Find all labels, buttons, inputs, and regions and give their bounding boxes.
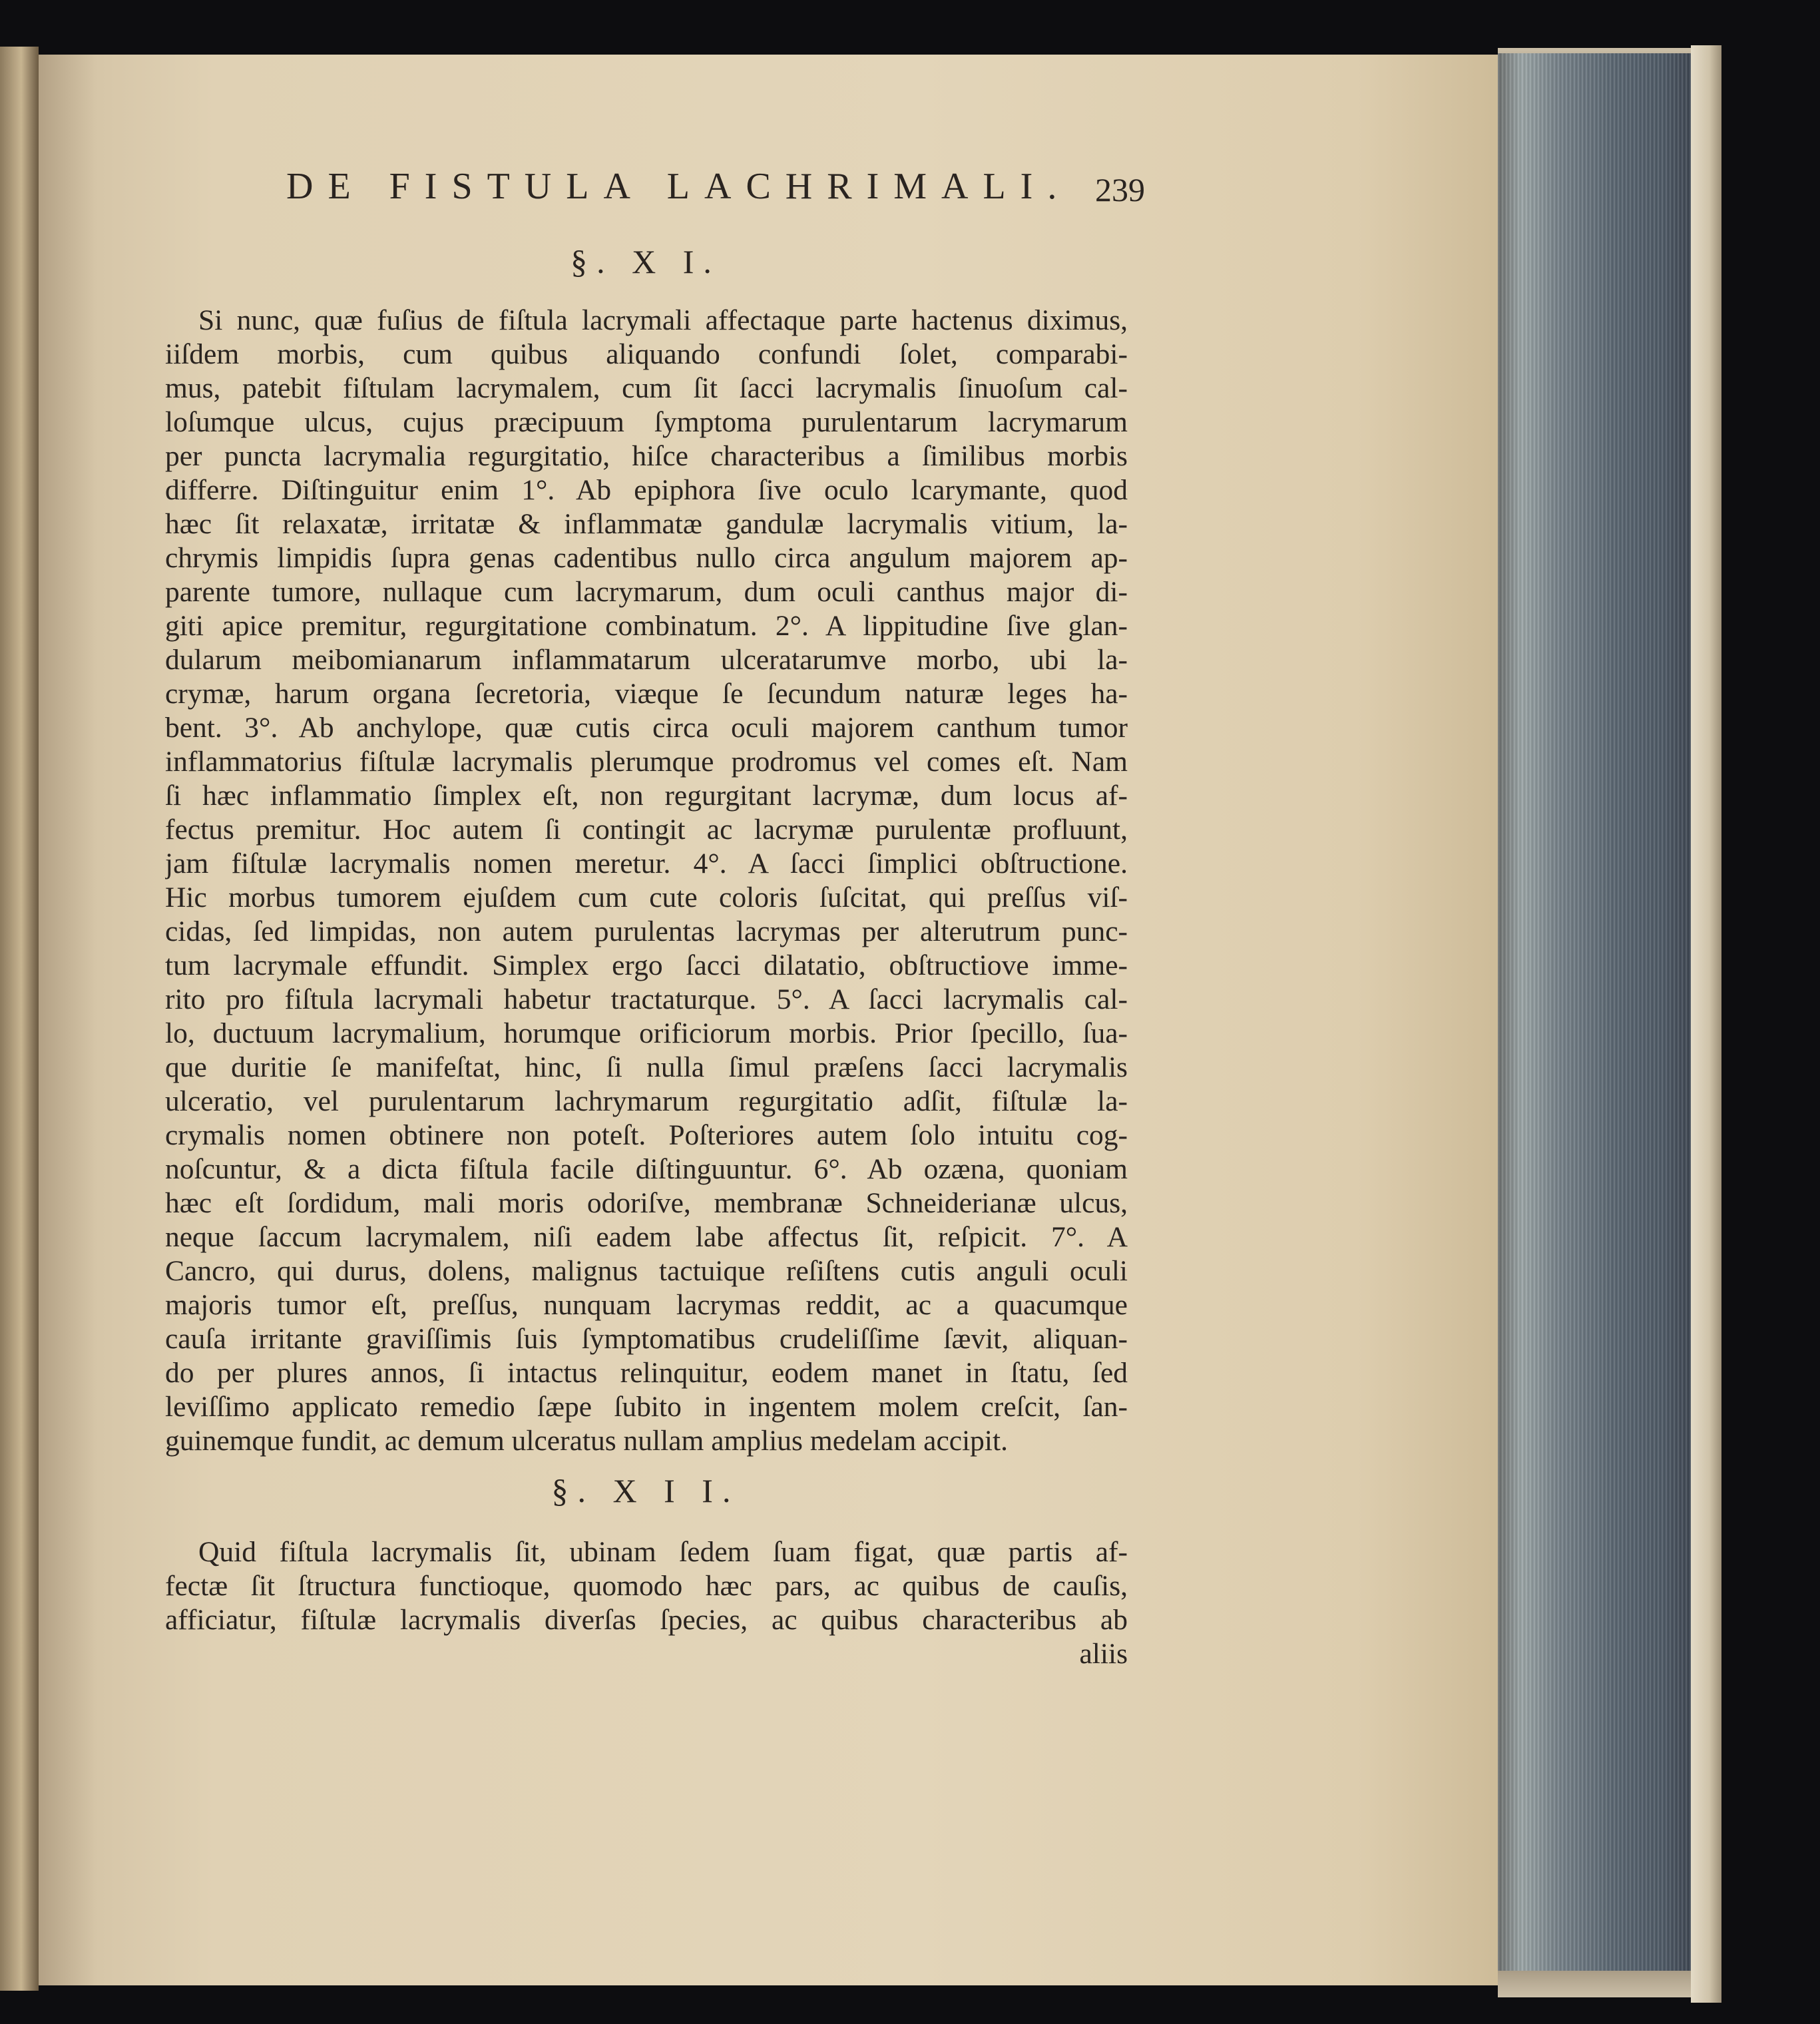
page-edges — [1498, 53, 1692, 1987]
text-line: ſi hæc inflammatio ſimplex eſt, non regurgitant lacrymæ, dum locus af- — [165, 780, 1128, 812]
text-line: chrymis limpidis ſupra genas cadentibus nullo circa angulum majorem ap- — [165, 542, 1128, 574]
text-line: que duritie ſe manifeſtat, hinc, ſi nulla ſimul præſens ſacci lacrymalis — [165, 1051, 1128, 1083]
catchword: aliis — [1079, 1638, 1128, 1670]
section-heading-xii: §. X I I. — [551, 1472, 740, 1509]
text-line: loſumque ulcus, cujus præcipuum ſymptoma purulentarum lacrymarum — [165, 406, 1128, 438]
text-line: per puncta lacrymalia regurgitatio, hiſce characteribus a ſimilibus morbis — [165, 440, 1128, 472]
section-xii-body — [165, 1535, 1128, 1671]
text-line: differre. Diſtinguitur enim 1°. Ab epiphora ſive oculo lcarymante, quod — [165, 474, 1128, 506]
text-line: inflammatorius fiſtulæ lacrymalis plerumque prodromus vel comes eſt. Nam — [165, 746, 1128, 778]
text-line: Quid fiſtula lacrymalis ſit, ubinam ſedem ſuam figat, quæ partis af- — [198, 1536, 1128, 1568]
text-line: guinemque fundit, ac demum ulceratus nullam amplius medelam accipit. — [165, 1425, 1008, 1457]
text-line: jam fiſtulæ lacrymalis nomen meretur. 4°. A ſacci ſimplici obſtructione. — [165, 848, 1128, 880]
book-cover — [1691, 45, 1721, 2003]
text-line: Si nunc, quæ fuſius de fiſtula lacrymali affectaque parte hactenus diximus, — [198, 304, 1128, 336]
text-line: cidas, ſed limpidas, non autem purulentas lacrymas per alterutrum punc- — [165, 915, 1128, 947]
text-line: hæc eſt ſordidum, mali moris odoriſve, membranæ Schneiderianæ ulcus, — [165, 1187, 1128, 1219]
text-line: mus, patebit fiſtulam lacrymalem, cum ſit ſacci lacrymalis ſinuoſum cal- — [165, 372, 1128, 404]
text-line: lo, ductuum lacrymalium, horumque orificiorum morbis. Prior ſpecillo, ſua- — [165, 1017, 1128, 1049]
text-line: ulceratio, vel purulentarum lachrymarum regurgitatio adſit, fiſtulæ la- — [165, 1085, 1128, 1117]
text-line: hæc ſit relaxatæ, irritatæ & inflammatæ gandulæ lacrymalis vitium, la- — [165, 508, 1128, 540]
text-line: giti apice premitur, regurgitatione combinatum. 2°. A lippitudine ſive glan- — [165, 610, 1128, 642]
text-line: Cancro, qui durus, dolens, malignus tactuique reſiſtens cutis anguli oculi — [165, 1255, 1128, 1287]
page-number: 239 — [1095, 171, 1145, 208]
text-line: neque ſaccum lacrymalem, niſi eadem labe affectus ſit, reſpicit. 7°. A — [165, 1221, 1128, 1253]
text-line: parente tumore, nullaque cum lacrymarum, dum oculi canthus major di- — [165, 576, 1128, 608]
previous-page-edge — [0, 47, 39, 1991]
text-line: leviſſimo applicato remedio ſæpe ſubito in ingentem molem creſcit, ſan- — [165, 1391, 1128, 1423]
text-line: noſcuntur, & a dicta fiſtula facile diſtinguuntur. 6°. Ab ozæna, quoniam — [165, 1153, 1128, 1185]
text-line: Hic morbus tumorem ejuſdem cum cute coloris ſuſcitat, qui preſſus viſ- — [165, 882, 1128, 913]
section-xi-body — [165, 304, 1128, 1458]
text-line: do per plures annos, ſi intactus relinquitur, eodem manet in ſtatu, ſed — [165, 1357, 1128, 1389]
text-line: dularum meibomianarum inflammatarum ulceratarumve morbo, ubi la- — [165, 644, 1128, 676]
text-line: crymæ, harum organa ſecretoria, viæque ſe ſecundum naturæ leges ha- — [165, 678, 1128, 710]
text-line: crymalis nomen obtinere non poteſt. Poſteriores autem ſolo intuitu cog- — [165, 1119, 1128, 1151]
text-line: bent. 3°. Ab anchylope, quæ cutis circa oculi majorem canthum tumor — [165, 712, 1128, 744]
running-title: DE FISTULA LACHRIMALI. — [286, 166, 1072, 207]
text-line: majoris tumor eſt, preſſus, nunquam lacrymas reddit, ac a quacumque — [165, 1289, 1128, 1321]
text-line: rito pro fiſtula lacrymali habetur tractaturque. 5°. A ſacci lacrymalis cal- — [165, 983, 1128, 1015]
section-heading-xi: §. X I. — [570, 243, 721, 280]
text-line: tum lacrymale effundit. Simplex ergo ſacci dilatatio, obſtructiove imme- — [165, 949, 1128, 981]
text-line: fectæ ſit ſtructura functioque, quomodo hæc pars, ac quibus de cauſis, — [165, 1570, 1128, 1602]
text-line: fectus premitur. Hoc autem ſi contingit ac lacrymæ purulentæ profluunt, — [165, 814, 1128, 846]
text-line: iiſdem morbis, cum quibus aliquando confundi ſolet, comparabi- — [165, 338, 1128, 370]
text-line: afficiatur, fiſtulæ lacrymalis diverſas ſpecies, ac quibus characteribus ab — [165, 1604, 1128, 1636]
text-line: cauſa irritante graviſſimis ſuis ſymptomatibus crudeliſſime ſævit, aliquan- — [165, 1323, 1128, 1355]
page-block-bottom — [1498, 1971, 1698, 1997]
